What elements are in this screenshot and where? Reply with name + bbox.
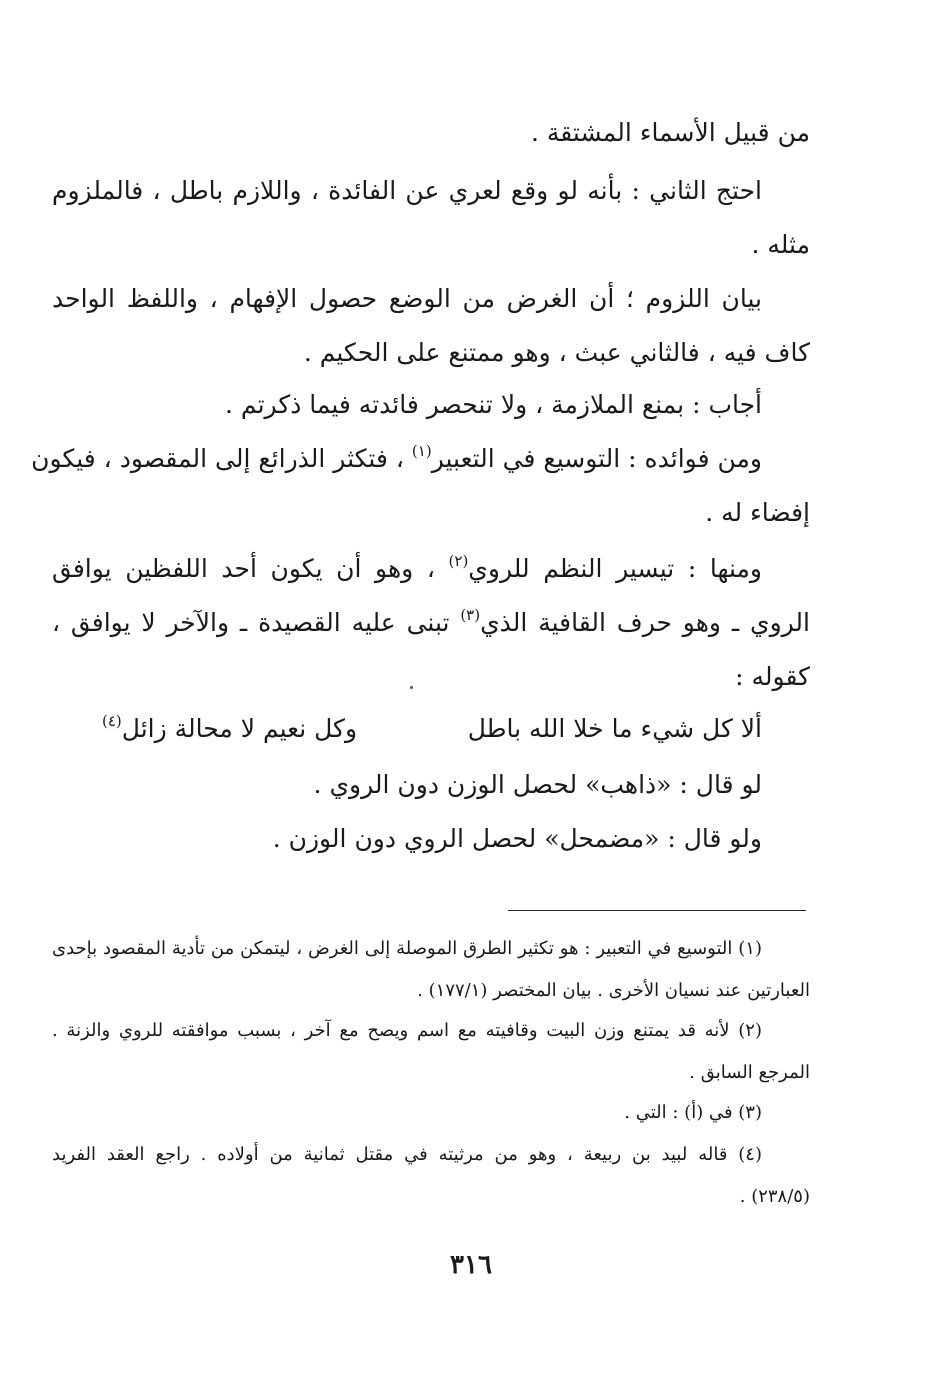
- text-line: إفضاء له .: [705, 498, 810, 527]
- text-line: ومنها : تيسير النظم للروي$^{(٢)}$ ، وهو أن يكون أحد اللفظين يوافق: [52, 552, 762, 583]
- poem-verse: [102, 712, 762, 743]
- footnote-line: المرجع السابق .: [689, 1062, 810, 1083]
- text-line: احتج الثاني : بأنه لو وقع لعري عن الفائدة ، واللازم باطل ، فالملزوم: [52, 176, 762, 205]
- verse-second-hemistich: وكل نعيم لا محالة زائل$^{(٤)}$: [102, 712, 358, 743]
- page-number: ٣١٦: [450, 1250, 492, 1280]
- text-line: كاف فيه ، فالثاني عبث ، وهو ممتنع على الحكيم .: [303, 338, 810, 367]
- footnote-line: (٢) لأنه قد يمتنع وزن البيت وقافيته مع اسم ويصح مع آخر ، بسبب موافقته للروي والزنة .: [52, 1020, 762, 1041]
- text-line: الروي ـ وهو حرف القافية الذي$^{(٣)}$ تبنى عليه القصيدة ـ والآخر لا يوافق ،: [52, 606, 810, 637]
- text-line: ولو قال : «مضمحل» لحصل الروي دون الوزن .: [272, 824, 762, 853]
- verse-first-hemistich: ألا كل شيء ما خلا الله باطل: [467, 714, 762, 743]
- footnote-line: (٤) قاله لبيد بن ربيعة ، وهو من مرثيته في مقتل ثمانية من أولاده . راجع العقد الفريد: [52, 1144, 762, 1165]
- footnote-line: العبارتين عند نسيان الأخرى . بيان المختصر (١٧٧/١) .: [417, 980, 810, 1001]
- text-line: مثله .: [751, 230, 810, 259]
- text-line: ومن فوائده : التوسيع في التعبير$^{(١)}$ ، فتكثر الذرائع إلى المقصود ، فيكون: [31, 442, 762, 473]
- scan-speck: [410, 686, 413, 689]
- footnote-marker: (١): [411, 442, 432, 460]
- footnote-line: (١) التوسيع في التعبير : هو تكثير الطرق الموصلة إلى الغرض ، ليتمكن من تأدية المقصود بإحدى: [52, 938, 762, 959]
- footnote-marker: (٢): [448, 552, 469, 570]
- text-line: لو قال : «ذاهب» لحصل الوزن دون الروي .: [313, 770, 762, 799]
- text-line: بيان اللزوم ؛ أن الغرض من الوضع حصول الإفهام ، واللفظ الواحد: [52, 284, 762, 313]
- text-line: من قبيل الأسماء المشتقة .: [530, 118, 810, 147]
- text-line: أجاب : بمنع الملازمة ، ولا تنحصر فائدته فيما ذكرتم .: [225, 390, 762, 419]
- footnote-line: (٣) في (أ) : التي .: [624, 1102, 762, 1123]
- footnote-marker: (٣): [460, 606, 481, 624]
- text-line: كقوله :: [735, 662, 810, 691]
- footnote-marker: (٤): [102, 712, 122, 730]
- footnote-separator: [508, 910, 806, 911]
- footnote-line: (٢٣٨/٥) .: [739, 1186, 810, 1207]
